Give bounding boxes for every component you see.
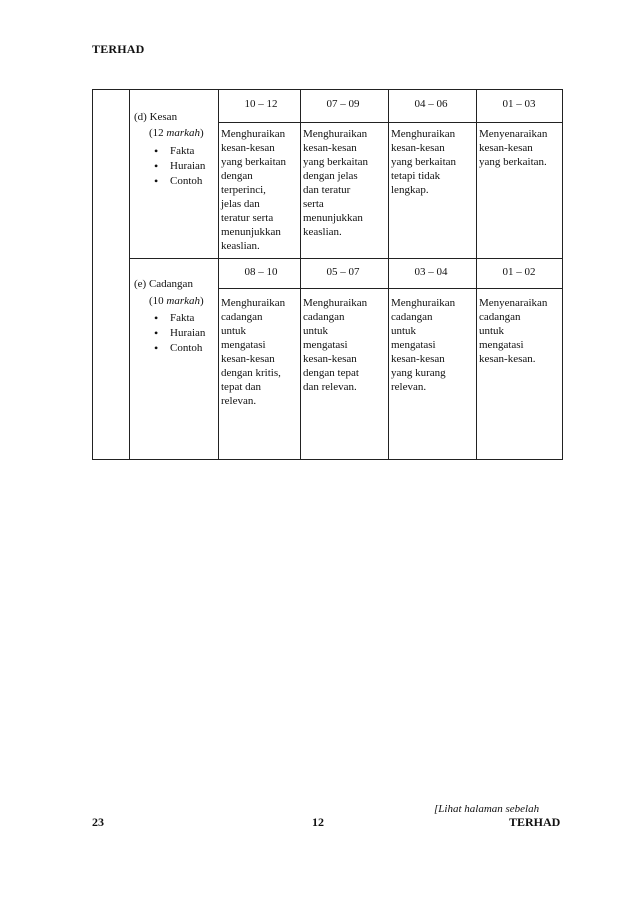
list-item: • Huraian <box>151 159 205 174</box>
table-divider <box>129 89 130 460</box>
criteria-list <box>151 144 205 189</box>
band-descriptor: Menyenaraikan kesan-kesan yang berkaitan. <box>479 128 548 168</box>
band-descriptor: Menghuraikan kesan-kesan yang berkaitan tetapi tidak lengkap. <box>391 128 457 196</box>
list-item: • Fakta <box>151 144 205 159</box>
list-item: • Contoh <box>151 341 205 356</box>
band-descriptor: Menghuraikan cadangan untuk mengatasi kesan-kesan dengan kritis, tepat dan relevan. <box>221 297 286 407</box>
score-band: 10 – 12 <box>244 98 278 110</box>
score-band: 08 – 10 <box>244 266 278 278</box>
header-classification: TERHAD <box>92 42 145 56</box>
section-marks: (12 markah) <box>149 127 204 139</box>
list-item: • Contoh <box>151 174 205 189</box>
section-label: (e) Cadangan <box>134 278 193 290</box>
list-item: • Fakta <box>151 311 205 326</box>
score-row-divider <box>218 122 563 123</box>
section-marks: (10 markah) <box>149 295 204 307</box>
list-item: • Huraian <box>151 326 205 341</box>
band-descriptor: Menghuraikan cadangan untuk mengatasi kesan-kesan dengan tepat dan relevan. <box>303 297 368 393</box>
section-label: (d) Kesan <box>134 111 178 123</box>
band-descriptor: Menghuraikan cadangan untuk mengatasi kesan-kesan yang kurang relevan. <box>391 297 456 393</box>
score-band: 01 – 02 <box>502 266 536 278</box>
score-band: 01 – 03 <box>502 98 536 110</box>
band-descriptor: Menghuraikan kesan-kesan yang berkaitan dengan terperinci, jelas dan teratur serta menunjukkan keaslian. <box>221 128 287 252</box>
section-divider <box>129 258 563 259</box>
band-descriptor: Menghuraikan kesan-kesan yang berkaitan dengan jelas dan teratur serta menunjukkan keaslian. <box>303 128 369 238</box>
score-row-divider <box>218 288 563 289</box>
criteria-list <box>151 311 205 356</box>
next-page-note: [Lihat halaman sebelah <box>434 803 540 815</box>
footer-classification: TERHAD <box>509 815 561 829</box>
score-band: 04 – 06 <box>414 98 448 110</box>
footer-left-number: 23 <box>92 815 104 829</box>
page-number: 12 <box>312 815 324 829</box>
band-descriptor: Menyenaraikan cadangan untuk mengatasi kesan-kesan. <box>479 297 548 365</box>
score-band: 07 – 09 <box>326 98 360 110</box>
score-band: 03 – 04 <box>414 266 448 278</box>
score-band: 05 – 07 <box>326 266 360 278</box>
